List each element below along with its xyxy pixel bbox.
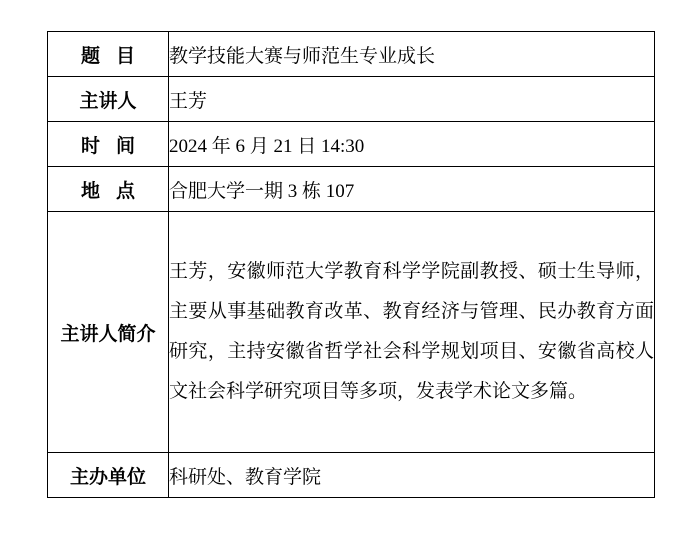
row-label-place-text: 地点 [80, 180, 151, 202]
row-label-organizer-text: 主办单位 [69, 466, 146, 488]
table-row-organizer [48, 453, 655, 498]
row-value-time: 2024 年 6 月 21 日 14:30 [169, 122, 655, 167]
table-row-time [48, 122, 655, 167]
row-label-bio-text: 主讲人简介 [60, 323, 156, 345]
row-label-time-text: 时间 [80, 135, 151, 157]
row-label-speaker [48, 77, 169, 122]
row-label-bio [48, 212, 169, 453]
table-row-place [48, 167, 655, 212]
table-row-bio [48, 212, 655, 453]
table-row-title [48, 32, 655, 77]
row-label-time [48, 122, 169, 167]
row-label-speaker-text: 主讲人 [79, 90, 137, 112]
row-label-organizer [48, 453, 169, 498]
row-value-organizer: 科研处、教育学院 [169, 453, 655, 498]
row-label-title-text: 题目 [80, 45, 151, 67]
table-row-speaker [48, 77, 655, 122]
row-value-bio: 王芳，安徽师范大学教育科学学院副教授、硕士生导师，主要从事基础教育改革、教育经济与管理、民办教育方面研究，主持安徽省哲学社会科学规划项目、安徽省高校人文社会科学研究项目等多项，发表学术论文多篇。 [169, 212, 655, 453]
row-value-place: 合肥大学一期 3 栋 107 [169, 167, 655, 212]
row-label-title [48, 32, 169, 77]
lecture-info-table [47, 31, 655, 498]
row-value-title: 教学技能大赛与师范生专业成长 [169, 32, 655, 77]
row-value-speaker: 王芳 [169, 77, 655, 122]
row-label-place [48, 167, 169, 212]
